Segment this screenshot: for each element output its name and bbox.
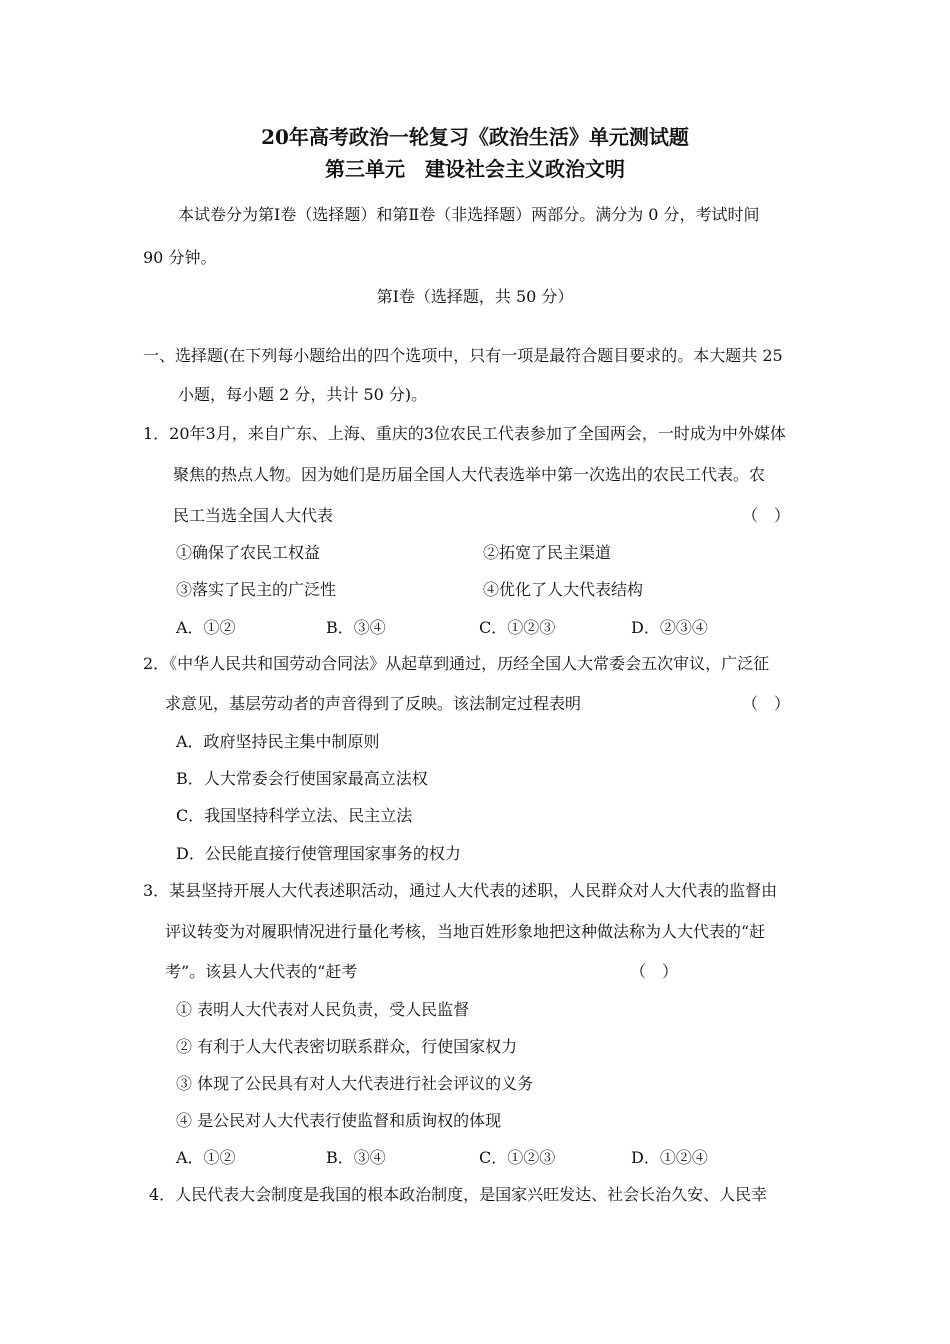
section-title: 第Ⅰ卷（选择题，共 50 分） xyxy=(376,287,574,306)
q4-stem-line-1: 4．人民代表大会制度是我国的根本政治制度，是国家兴旺发达、社会长治久安、人民幸 xyxy=(149,1185,768,1204)
q3-option-d: D．①②④ xyxy=(631,1148,708,1167)
q1-statement-2: ②拓宽了民主渠道 xyxy=(483,543,612,562)
q3-option-c: C．①②③ xyxy=(479,1148,556,1167)
q1-stem-line-2: 聚焦的热点人物。因为她们是历届全国人大代表选举中第一次选出的农民工代表。农 xyxy=(173,465,766,484)
q2-stem-line-2: 求意见，基层劳动者的声音得到了反映。该法制定过程表明 xyxy=(165,694,582,713)
q3-option-a: A．①② xyxy=(176,1148,236,1167)
q1-option-d: D．②③④ xyxy=(631,618,708,637)
document-title: 20年高考政治一轮复习《政治生活》单元测试题 xyxy=(261,125,689,149)
q2-option-d: D．公民能直接行使管理国家事务的权力 xyxy=(176,844,461,863)
q2-option-a: A．政府坚持民主集中制原则 xyxy=(176,732,380,751)
q1-statement-3: ③落实了民主的广泛性 xyxy=(176,580,337,599)
q1-statement-1: ①确保了农民工权益 xyxy=(176,543,321,562)
q3-stem-line-2: 评议转变为对履职情况进行量化考核，当地百姓形象地把这种做法称为人大代表的“赶 xyxy=(165,922,766,941)
q3-statement-4: ④ 是公民对人大代表行使监督和质询权的体现 xyxy=(176,1111,502,1130)
q3-statement-2: ② 有利于人大代表密切联系群众，行使国家权力 xyxy=(176,1037,518,1056)
q1-statement-4: ④优化了人大代表结构 xyxy=(483,580,644,599)
q2-answer-blank: （ ） xyxy=(742,694,791,713)
q3-statement-3: ③ 体现了公民具有对人大代表进行社会评议的义务 xyxy=(176,1074,534,1093)
part-one-line-1: 一、选择题(在下列每小题给出的四个选项中，只有一项是最符合题目要求的。本大题共 25 xyxy=(143,346,783,365)
q2-option-c: C．我国坚持科学立法、民主立法 xyxy=(176,806,413,825)
document-subtitle: 第三单元 建设社会主义政治文明 xyxy=(325,157,625,181)
q1-option-a: A．①② xyxy=(176,618,236,637)
intro-line-1: 本试卷分为第Ⅰ卷（选择题）和第Ⅱ卷（非选择题）两部分。满分为 0 分，考试时间 xyxy=(178,205,760,224)
q3-option-b: B．③④ xyxy=(326,1148,386,1167)
q3-stem-line-3: 考”。该县人大代表的“赶考 xyxy=(165,962,358,981)
q2-stem-line-1: 2．《中华人民共和国劳动合同法》从起草到通过，历经全国人大常委会五次审议，广泛征 xyxy=(143,654,770,673)
q2-option-b: B．人大常委会行使国家最高立法权 xyxy=(176,769,428,788)
q3-stem-line-1: 3．某县坚持开展人大代表述职活动，通过人大代表的述职，人民群众对人大代表的监督由 xyxy=(143,881,778,900)
q1-stem-line-3: 民工当选全国人大代表 xyxy=(173,506,334,525)
q1-option-b: B．③④ xyxy=(326,618,386,637)
q3-statement-1: ① 表明人大代表对人民负责，受人民监督 xyxy=(176,1000,470,1019)
q1-stem-line-1: 1．20年3月，来自广东、上海、重庆的3位农民工代表参加了全国两会，一时成为中外媒体 xyxy=(143,424,786,443)
q1-answer-blank: （ ） xyxy=(742,506,791,525)
intro-line-2: 90 分钟。 xyxy=(143,248,217,267)
q1-option-c: C．①②③ xyxy=(479,618,556,637)
q3-answer-blank: （ ） xyxy=(630,962,679,981)
part-one-line-2: 小题，每小题 2 分，共计 50 分)。 xyxy=(178,385,428,404)
